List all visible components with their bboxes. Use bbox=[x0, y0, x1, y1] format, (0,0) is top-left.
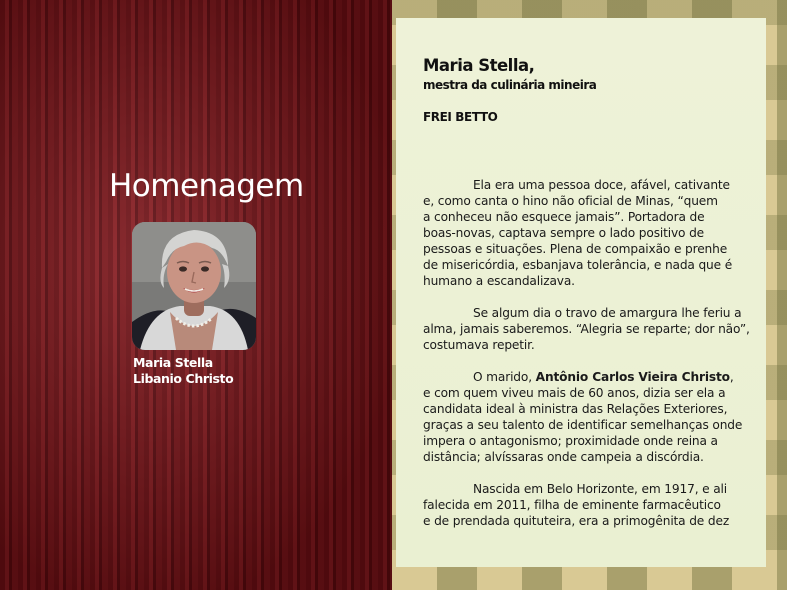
paragraph-line: e com quem viveu mais de 60 anos, dizia ser ela a bbox=[423, 386, 726, 400]
article-body bbox=[423, 177, 753, 545]
paragraph-line: a conheceu não esquece jamais”. Portadora de bbox=[423, 210, 705, 224]
paragraph bbox=[423, 177, 753, 289]
paragraph-line: humano a escandalizava. bbox=[423, 274, 575, 288]
photo-caption-line: Libanio Christo bbox=[133, 371, 234, 386]
paragraph bbox=[423, 369, 753, 465]
paragraph-line: de misericórdia, esbanjava tolerância, e nada que é bbox=[423, 258, 733, 272]
paragraph-line: costumava repetir. bbox=[423, 338, 535, 352]
portrait-photo bbox=[132, 222, 256, 350]
paragraph-line: Nascida em Belo Horizonte, em 1917, e ali bbox=[473, 482, 728, 496]
photo-caption-line: Maria Stella bbox=[133, 355, 213, 370]
paragraph-line: boas-novas, captava sempre o lado positivo de bbox=[423, 226, 705, 240]
husband-name: Antônio Carlos Vieira Christo bbox=[535, 370, 730, 384]
paragraph-line: candidata ideal à ministra das Relações Exteriores, bbox=[423, 402, 728, 416]
paragraph-line: falecida em 2011, filha de eminente farmacêutico bbox=[423, 498, 721, 512]
paragraph-line: impera o antagonismo; proximidade onde reina a bbox=[423, 434, 718, 448]
photo-caption bbox=[133, 355, 233, 387]
paragraph-line: pessoas e situações. Plena de compaixão e prenhe bbox=[423, 242, 728, 256]
portrait-illustration bbox=[132, 222, 256, 350]
paragraph-line: distância; alvíssaras onde campeia a discórdia. bbox=[423, 450, 704, 464]
paragraph-line: Se algum dia o travo de amargura lhe feriu a bbox=[473, 306, 742, 320]
paragraph-line bbox=[423, 369, 753, 385]
paragraph-line: e, como canta o hino não oficial de Minas, “quem bbox=[423, 194, 718, 208]
paragraph bbox=[423, 305, 753, 353]
paragraph-line: e de prendada quituteira, era a primogênita de dez bbox=[423, 514, 730, 528]
paragraph-line: alma, jamais saberemos. “Alegria se reparte; dor não”, bbox=[423, 322, 750, 336]
article-subtitle: mestra da culinária mineira bbox=[423, 78, 597, 92]
section-title: Homenagem bbox=[109, 168, 304, 204]
paragraph-line: graças a seu talento de identificar semelhanças onde bbox=[423, 418, 743, 432]
line-text: , bbox=[729, 370, 734, 384]
article-title: Maria Stella, bbox=[423, 56, 535, 75]
article-author: FREI BETTO bbox=[423, 110, 498, 124]
paragraph-line: Ela era uma pessoa doce, afável, cativante bbox=[473, 178, 730, 192]
paragraph bbox=[423, 481, 753, 529]
line-text: O marido, bbox=[473, 370, 536, 384]
